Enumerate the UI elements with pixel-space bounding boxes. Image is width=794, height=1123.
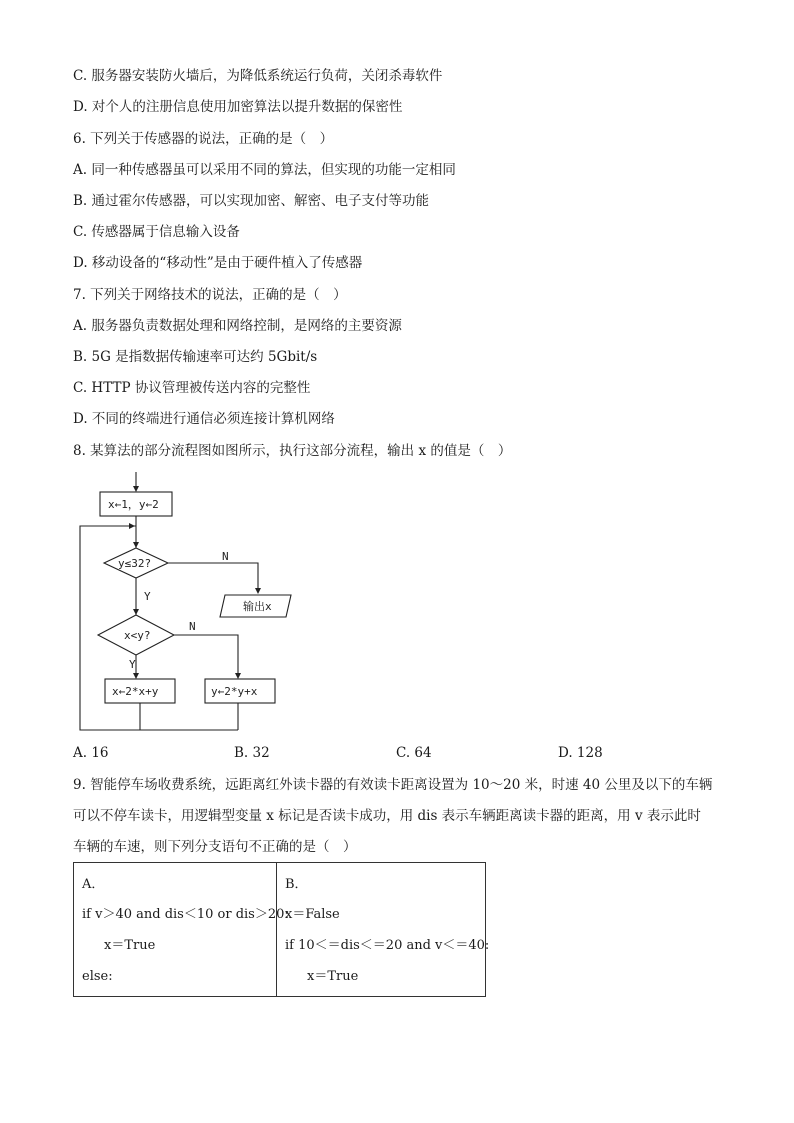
q8-option-d: D. 128 <box>558 745 603 761</box>
q8-option-b: B. 32 <box>234 745 270 761</box>
q8-stem: 8. 某算法的部分流程图如图所示，执行这部分流程，输出 x 的值是（ ） <box>73 443 512 459</box>
cond1-no-label: N <box>222 550 229 563</box>
q7-option-c: C. HTTP 协议管理被传送内容的完整性 <box>73 380 311 396</box>
option-a-label: A． <box>82 877 105 892</box>
q9-stem-line-2: 可以不停车读卡，用逻辑型变量 x 标记是否读卡成功，用 dis 表示车辆距离读卡器的距离，用 v 表示此时 <box>73 808 701 824</box>
init-label: x←1，y←2 <box>108 498 159 511</box>
cond1-yes-label: Y <box>144 590 151 603</box>
q7-option-a: A. 服务器负责数据处理和网络控制，是网络的主要资源 <box>73 318 402 334</box>
cond1-label: y≤32? <box>118 557 152 570</box>
q9-option-b-cell <box>277 863 490 997</box>
q8-option-a: A. 16 <box>73 745 109 761</box>
q7-option-d: D. 不同的终端进行通信必须连接计算机网络 <box>73 411 335 427</box>
cond2-yes-label: Y <box>129 658 136 671</box>
q9-stem-line-1: 9. 智能停车场收费系统，远距离红外读卡器的有效读卡距离设置为 10～20 米，时速 40 公里及以下的车辆 <box>73 777 713 793</box>
q9-stem-line-3: 车辆的车速，则下列分支语句不正确的是（ ） <box>73 839 357 855</box>
option-b-code-3: x＝True <box>307 969 359 984</box>
option-b-code-2: if 10＜＝dis＜＝20 and v＜＝40: <box>285 938 490 953</box>
q9-options-table <box>73 862 490 997</box>
yes-action-label: x←2*x+y <box>112 685 159 698</box>
q7-stem: 7. 下列关于网络技术的说法，正确的是（ ） <box>73 287 347 303</box>
q8-option-c: C. 64 <box>396 745 432 761</box>
q7-option-b: B. 5G 是指数据传输速率可达约 5Gbit/s <box>73 349 318 365</box>
output-label: 输出x <box>243 600 272 613</box>
q6-option-c: C. 传感器属于信息输入设备 <box>73 224 240 240</box>
q6-option-a: A. 同一种传感器虽可以采用不同的算法，但实现的功能一定相同 <box>73 162 456 178</box>
q5-option-d: D. 对个人的注册信息使用加密算法以提升数据的保密性 <box>73 99 403 115</box>
option-a-code-1: if v＞40 and dis＜10 or dis＞20: <box>82 907 289 922</box>
cond2-no-label: N <box>189 620 196 633</box>
flowchart <box>68 470 303 735</box>
option-a-code-2: x＝True <box>104 938 156 953</box>
q9-option-a-cell <box>74 863 289 997</box>
q6-option-b: B. 通过霍尔传感器，可以实现加密、解密、电子支付等功能 <box>73 193 430 209</box>
q6-stem: 6. 下列关于传感器的说法，正确的是（ ） <box>73 131 334 147</box>
option-b-label: B． <box>285 877 308 892</box>
q6-option-d: D. 移动设备的“移动性”是由于硬件植入了传感器 <box>73 255 363 271</box>
q5-option-c: C. 服务器安装防火墙后，为降低系统运行负荷，关闭杀毒软件 <box>73 68 443 84</box>
cond2-label: x<y? <box>124 629 151 642</box>
option-b-code-1: x＝False <box>285 907 340 922</box>
option-a-code-3: else: <box>82 969 113 984</box>
no-action-label: y←2*y+x <box>211 685 258 698</box>
